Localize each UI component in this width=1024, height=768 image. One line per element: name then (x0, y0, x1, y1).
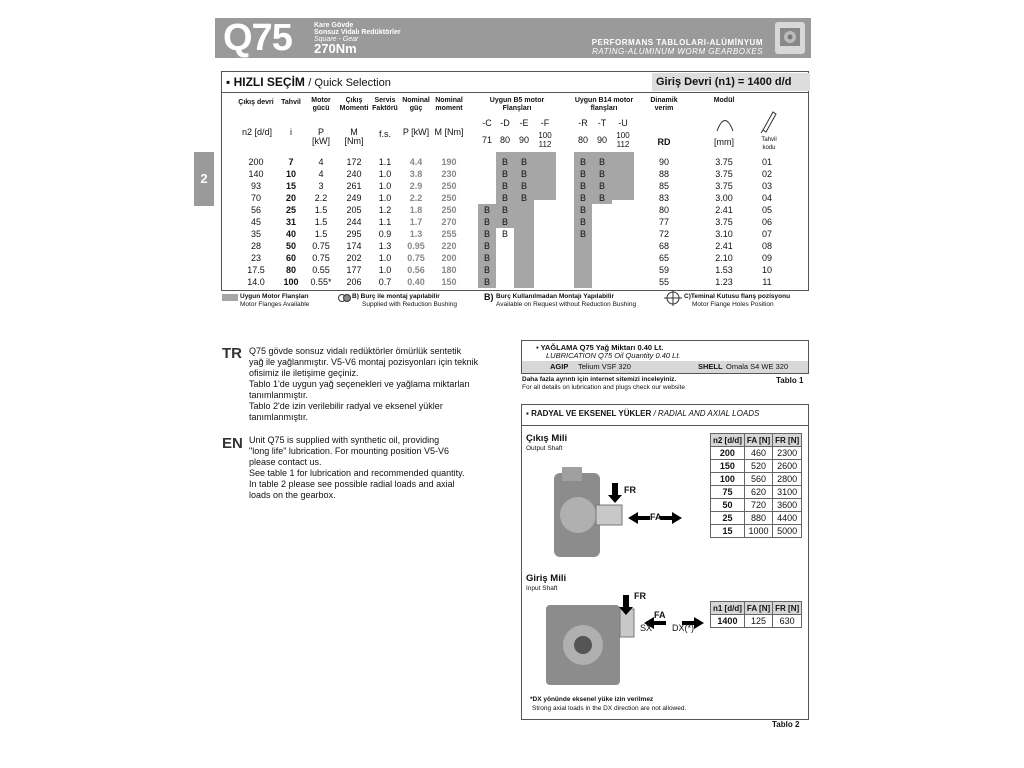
cell-b5: B (483, 277, 490, 287)
table-row (222, 252, 808, 264)
header-line2: Sonsuz Vidalı Redüktörler (314, 29, 401, 36)
b5-size-100: 100 112 (538, 131, 552, 149)
divider (222, 92, 808, 93)
cell-mod: 3.75 (715, 157, 733, 167)
cell-p: 4 (318, 169, 324, 179)
cell-p: 0.55* (310, 277, 332, 287)
table-row: 100 560 2800 (711, 473, 802, 486)
cell-fs: 0.9 (378, 229, 392, 239)
cell-p: 0.75 (312, 253, 330, 263)
cell-b5: B (520, 157, 527, 167)
output-shaft-title: Çıkış Mili (526, 433, 568, 444)
input-load-table: n1 [d/d] FA [N] FR [N] 1400 125 630 (710, 601, 802, 628)
cell-pn: 0.95 (407, 241, 425, 251)
cell-m: 249 (346, 193, 362, 203)
output-shaft-sub: Output Shaft (526, 445, 563, 452)
sx-label: SX (640, 623, 653, 633)
cell-b5: B (501, 217, 508, 227)
cell-b5: B (501, 205, 508, 215)
b14-col-r: -R (578, 118, 588, 128)
fa-label: FA (650, 512, 662, 522)
cell-mn: 150 (441, 277, 457, 287)
cell-b14: B (579, 169, 586, 179)
cell-m: 206 (346, 277, 362, 287)
unit-i: i (290, 127, 292, 137)
cell-pn: 4.4 (409, 157, 423, 167)
cell-mod: 1.53 (715, 265, 733, 275)
cell-mn: 180 (441, 265, 457, 275)
cell-mod: 2.41 (715, 205, 733, 215)
cell-code: 02 (761, 169, 772, 179)
dx-label: DX(*) (672, 623, 694, 633)
cell-code: 11 (762, 277, 772, 287)
table-row (222, 156, 808, 168)
b5-size-71: 71 (481, 135, 492, 145)
cell-rd: 59 (658, 265, 669, 275)
cell-fs: 1.1 (378, 217, 392, 227)
cell-n2: 56 (250, 205, 261, 215)
header-line3: Square - Gear (314, 36, 359, 43)
cell-rd: 65 (658, 253, 669, 263)
cell-rd: 68 (658, 241, 669, 251)
cell-p: 0.75 (312, 241, 330, 251)
cell-b14: B (579, 157, 586, 167)
header-torque: 270Nm (314, 41, 357, 56)
cell-pn: 0.75 (407, 253, 425, 263)
header-right1: PERFORMANS TABLOLARI-ALÜMİNYUM (591, 38, 763, 47)
cell-fs: 1.1 (378, 157, 392, 167)
cell-i: 15 (285, 181, 296, 191)
cell-fs: 1.2 (378, 205, 392, 215)
cell-b5: B (501, 157, 508, 167)
cell-m: 261 (346, 181, 362, 191)
cell-pn: 1.3 (409, 229, 423, 239)
cell-fs: 1.0 (378, 181, 392, 191)
cell-b5: B (520, 193, 527, 203)
col-service: Servis Faktörü (372, 97, 398, 112)
cell-mn: 220 (441, 241, 457, 251)
cell-b14: B (598, 157, 605, 167)
legend-bushing: B) Burç ile montaj yapılabilir Supplied with Reduction Bushing (352, 293, 458, 308)
tablo2-label: Tablo 2 (772, 720, 800, 729)
cell-fs: 1.0 (378, 193, 392, 203)
quick-selection-box (221, 71, 809, 291)
tr-tag: TR (222, 345, 242, 362)
cell-p: 1.5 (314, 217, 328, 227)
col-efficiency: Dinamik verim (650, 97, 678, 112)
cell-n2: 93 (250, 181, 261, 191)
cell-m: 172 (346, 157, 362, 167)
cell-n2: 35 (250, 229, 261, 239)
cell-pn: 2.9 (409, 181, 423, 191)
col-b14: Uygun B14 motor flanşları (574, 97, 634, 112)
cell-n2: 70 (250, 193, 261, 203)
legend-flange-holes: C)Teminal Kutusu flanş pozisyonu Motor Flange Holes Position (684, 293, 791, 308)
b5-col-f: -F (540, 118, 550, 128)
cell-code: 01 (761, 157, 772, 167)
cell-i: 50 (285, 241, 296, 251)
table-row (222, 204, 808, 216)
cell-m: 177 (346, 265, 362, 275)
table-row (222, 228, 808, 240)
legend-flanges: Uygun Motor Flanşları Motor Flanges Available (240, 293, 310, 308)
cell-b14: B (598, 169, 605, 179)
b5-col-e: -E (519, 118, 529, 128)
lubrication-box (521, 340, 809, 374)
module-curve-icon (716, 116, 734, 132)
cell-rd: 88 (658, 169, 669, 179)
cell-fs: 1.0 (378, 169, 392, 179)
cell-code: 10 (761, 265, 772, 275)
cell-b14: B (579, 217, 586, 227)
cell-p: 1.5 (314, 205, 328, 215)
table-row: 50 720 3600 (711, 499, 802, 512)
cell-mn: 250 (441, 193, 457, 203)
col-output-torque: Çıkış Momenti (339, 97, 369, 112)
cell-p: 0.55 (312, 265, 330, 275)
b5-col-c: -C (482, 118, 492, 128)
cell-mod: 1.23 (715, 277, 733, 287)
output-shaft-drawing (542, 465, 702, 565)
cell-mn: 230 (441, 169, 457, 179)
cell-mod: 3.10 (715, 229, 733, 239)
unit-fs: f.s. (378, 129, 391, 139)
en-tag: EN (222, 435, 243, 452)
cell-i: 25 (285, 205, 296, 215)
cell-m: 205 (346, 205, 362, 215)
cell-mod: 3.75 (715, 217, 733, 227)
dx-note-tr: *DX yönünde eksenel yüke izin verilmez (530, 696, 654, 703)
cell-mn: 250 (441, 181, 457, 191)
cell-m: 202 (346, 253, 362, 263)
cell-n2: 23 (250, 253, 261, 263)
b5-size-90: 90 (518, 135, 529, 145)
cell-mod: 3.75 (715, 169, 733, 179)
col-ratio: Tahvil (281, 99, 301, 106)
b14-size-100: 100 112 (616, 131, 630, 149)
table-row: 15 1000 5000 (711, 525, 802, 538)
cell-b5: B (483, 217, 490, 227)
col-nominal-power: Nominal güç (402, 97, 430, 112)
cell-mn: 190 (441, 157, 457, 167)
unit-mm: [mm] (714, 137, 734, 147)
cell-mod: 2.10 (715, 253, 733, 263)
col-nominal-torque: Nominal moment (435, 97, 463, 112)
table-row (222, 168, 808, 180)
unit-rd: RD (657, 137, 671, 147)
cell-rd: 85 (658, 181, 669, 191)
col-module: Modül (713, 97, 735, 104)
tablo1-label: Tablo 1 (776, 376, 804, 385)
cell-p: 3 (318, 181, 324, 191)
cell-b5: B (483, 241, 490, 251)
cell-code: 06 (761, 217, 772, 227)
cell-b5: B (483, 229, 490, 239)
legend-b-mark: B) (484, 292, 494, 302)
cell-pn: 2.2 (409, 193, 423, 203)
cell-rd: 55 (658, 277, 669, 287)
cell-n2: 140 (248, 169, 264, 179)
cell-rd: 83 (658, 193, 669, 203)
cell-b14: B (579, 205, 586, 215)
cell-rd: 90 (658, 157, 669, 167)
cell-i: 100 (283, 277, 299, 287)
table-row (222, 276, 808, 288)
cell-code: 09 (761, 253, 772, 263)
table-row (222, 264, 808, 276)
table-row: 200 460 2300 (711, 447, 802, 460)
cell-m: 174 (346, 241, 362, 251)
tr-paragraph: Q75 gövde sonsuz vidalı redüktörler ömürlük sentetik yağ ile yağlanmıştır. V5-V6 montaj pozisyonları için teknik ofisimiz ile iletişime geçiniz. Tablo 1'de uygun yağ seçenekleri ve yağlama miktarları tanımlanmıştır. Tablo 2'de izin verilebilir radyal ve eksenel yükler tanımlanmıştır. (249, 346, 479, 422)
col-b5: Uygun B5 motor Flanşları (489, 97, 545, 112)
header-right2: RATING-ALUMINUM WORM GEARBOXES (592, 47, 763, 56)
input-shaft-drawing (542, 595, 718, 691)
cell-mn: 255 (441, 229, 457, 239)
quick-selection-title: ▪ HIZLI SEÇİM / Quick Selection (226, 75, 391, 89)
unit-mn: M [Nm] (434, 127, 464, 137)
cell-b5: B (501, 181, 508, 191)
cell-fs: 1.0 (378, 265, 392, 275)
cell-b5: B (483, 253, 490, 263)
cell-i: 7 (288, 157, 294, 167)
cell-b5: B (501, 229, 508, 239)
gearbox-logo-icon (775, 22, 805, 54)
cell-p: 2.2 (314, 193, 328, 203)
fa-label-input: FA (654, 610, 666, 620)
pencil-icon (760, 108, 778, 134)
cell-mod: 3.00 (715, 193, 733, 203)
cell-n2: 28 (250, 241, 261, 251)
cell-i: 10 (285, 169, 296, 179)
lubrication-title: ▪ YAĞLAMA Q75 Yağ Miktarı 0.40 Lt. (536, 343, 664, 352)
b5-col-d: -D (500, 118, 510, 128)
cell-b14: B (579, 181, 586, 191)
cell-pn: 0.56 (407, 265, 425, 275)
cell-code: 05 (761, 205, 772, 215)
cell-p: 4 (318, 157, 324, 167)
loads-box (521, 404, 809, 720)
input-shaft-sub: Input Shaft (526, 585, 558, 592)
unit-n2: n2 [d/d] (241, 127, 273, 137)
cell-b14: B (579, 193, 586, 203)
unit-m: M [Nm] (344, 127, 364, 146)
col-motor-power: Motor gücü (311, 97, 331, 112)
table-row (222, 216, 808, 228)
cell-i: 80 (285, 265, 296, 275)
cell-pn: 1.8 (409, 205, 423, 215)
cell-b5: B (520, 181, 527, 191)
cell-m: 295 (346, 229, 362, 239)
bushing-icon (338, 293, 352, 303)
page-tab: 2 (194, 152, 214, 206)
b14-size-80: 80 (577, 135, 588, 145)
unit-pn: P [kW] (402, 127, 430, 137)
cell-mn: 200 (441, 253, 457, 263)
table-row: 25 880 4400 (711, 512, 802, 525)
output-load-table: n2 [d/d] FA [N] FR [N] 200 460 2300 150 520 2600 100 560 2800 75 620 3100 50 720 3600 25 880 4400 15 1000 5000 (710, 433, 802, 538)
cell-p: 1.5 (314, 229, 328, 239)
cell-n2: 45 (250, 217, 261, 227)
cell-i: 31 (285, 217, 296, 227)
cell-rd: 72 (658, 229, 669, 239)
input-shaft-title: Giriş Mili (526, 573, 567, 584)
cell-b14: B (598, 181, 605, 191)
model-title: Q75 (223, 17, 292, 59)
dx-note-en: Strong axial loads in the DX direction are not allowed. (532, 705, 687, 712)
table-row (222, 192, 808, 204)
cell-mn: 270 (441, 217, 457, 227)
cell-b5: B (520, 169, 527, 179)
table-row: 150 520 2600 (711, 460, 802, 473)
input-speed-label: Giriş Devri (n1) = 1400 d/d (652, 73, 810, 91)
cell-fs: 1.0 (378, 253, 392, 263)
page-header (215, 18, 811, 58)
cell-fs: 1.3 (378, 241, 392, 251)
table-row (222, 180, 808, 192)
cell-code: 03 (761, 181, 772, 191)
en-paragraph: Unit Q75 is supplied with synthetic oil, providing "long life" lubrication. For mounting position V5-V6 please contact us. See table 1 for lubrication and recommended quantity. In table 2 please see possible radial loads and axial loads on the gearbox. (249, 435, 465, 500)
cell-n2: 14.0 (247, 277, 265, 287)
cell-n2: 200 (248, 157, 264, 167)
b14-col-u: -U (618, 118, 628, 128)
fr-label: FR (624, 485, 636, 495)
cell-i: 60 (285, 253, 296, 263)
legend-swatch (222, 294, 238, 301)
col-output-speed: Çıkış devri (238, 99, 274, 106)
oil-row: AGIP Telium VSF 320 SHELL Omala S4 WE 320 (522, 361, 808, 373)
code-label: Tahvil kodu (761, 137, 777, 151)
cell-pn: 3.8 (409, 169, 423, 179)
table-row: 75 620 3100 (711, 486, 802, 499)
fr-label-input: FR (634, 591, 646, 601)
loads-title: ▪ RADYAL VE EKSENEL YÜKLER / RADIAL AND AXIAL LOADS (526, 409, 760, 418)
cell-b5: B (501, 169, 508, 179)
cell-b5: B (483, 205, 490, 215)
lubrication-subtitle: LUBRICATION Q75 Oil Quantity 0.40 Lt. (546, 351, 681, 360)
cell-code: 07 (761, 229, 772, 239)
b5-size-80: 80 (499, 135, 510, 145)
cell-i: 20 (285, 193, 296, 203)
cell-mod: 2.41 (715, 241, 733, 251)
cell-mod: 3.75 (715, 181, 733, 191)
cell-rd: 77 (658, 217, 669, 227)
header-line1: Kare Gövde (314, 22, 354, 29)
cell-b14: B (598, 193, 605, 203)
cell-b5: B (501, 193, 508, 203)
cell-m: 244 (346, 217, 362, 227)
b14-size-90: 90 (596, 135, 607, 145)
cell-b5: B (483, 265, 490, 275)
cell-i: 40 (285, 229, 296, 239)
cell-fs: 0.7 (378, 277, 392, 287)
cell-rd: 80 (658, 205, 669, 215)
flange-position-icon (664, 290, 682, 306)
cell-m: 240 (346, 169, 362, 179)
cell-b14: B (579, 229, 586, 239)
divider (522, 425, 808, 426)
b14-col-t: -T (597, 118, 607, 128)
unit-p: P [kW] (312, 127, 330, 146)
cell-mn: 250 (441, 205, 457, 215)
legend-no-bushing: Burç Kullanılmadan Montajı Yapılabilir Available on Request without Reduction Bushing (496, 293, 637, 308)
cell-code: 08 (761, 241, 772, 251)
cell-pn: 1.7 (409, 217, 423, 227)
cell-pn: 0.40 (407, 277, 425, 287)
lubrication-note: Daha fazla ayrıntı için internet sitemizi inceleyiniz. For all details on lubrication and plugs check our website (522, 376, 685, 391)
cell-n2: 17.5 (247, 265, 265, 275)
cell-code: 04 (761, 193, 772, 203)
table-row (222, 240, 808, 252)
